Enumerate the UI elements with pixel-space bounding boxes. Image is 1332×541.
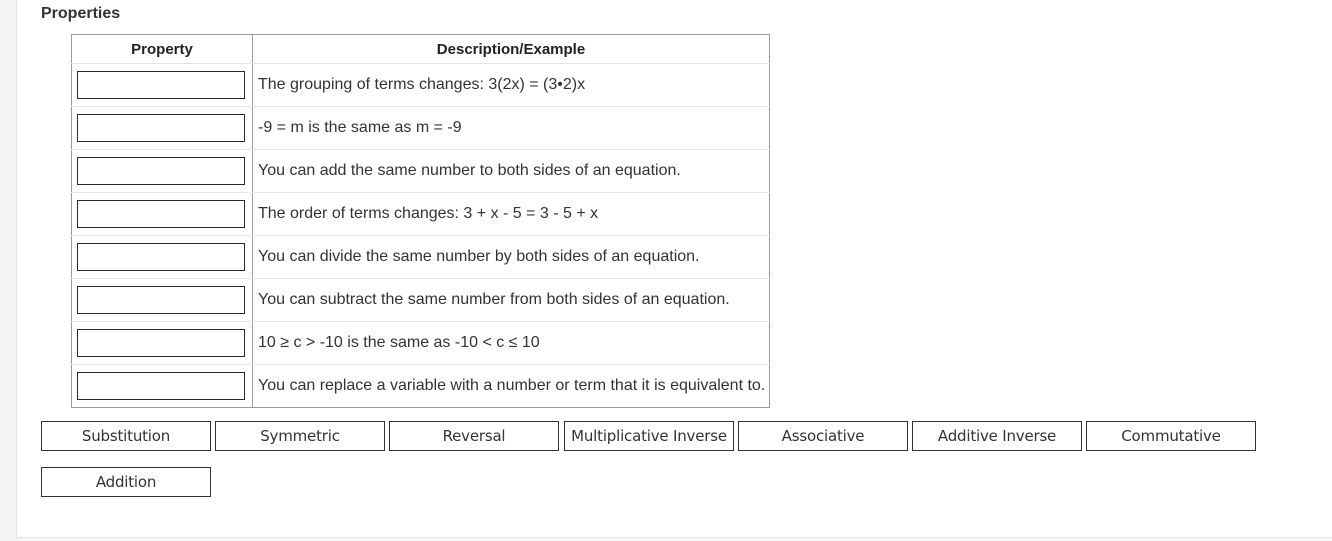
answer-tile-addition[interactable]: Addition [41,467,211,497]
table-row [72,322,770,365]
properties-table [71,34,770,408]
question-panel [16,0,1332,538]
property-drop-target-8[interactable] [77,372,245,400]
answer-tile-additive-inverse[interactable]: Additive Inverse [912,421,1082,451]
section-title: Properties [41,5,121,22]
description-cell: -9 = m is the same as m = -9 [258,119,462,136]
table-row [72,279,770,322]
table-row [72,193,770,236]
property-drop-target-6[interactable] [77,286,245,314]
property-drop-target-5[interactable] [77,243,245,271]
description-cell: You can replace a variable with a number or term that it is equivalent to. [258,377,766,394]
description-cell: The grouping of terms changes: 3(2x) = (3•2)x [258,76,586,93]
property-drop-target-7[interactable] [77,329,245,357]
property-drop-target-4[interactable] [77,200,245,228]
answer-tile-multiplicative-inverse[interactable]: Multiplicative Inverse [564,421,734,451]
table-row [72,236,770,279]
table-row [72,64,770,107]
description-cell: 10 ≥ c > -10 is the same as -10 < c ≤ 10 [258,334,540,351]
table-row [72,107,770,150]
description-cell: You can subtract the same number from both sides of an equation. [258,291,730,308]
answer-tile-symmetric[interactable]: Symmetric [215,421,385,451]
property-drop-target-3[interactable] [77,157,245,185]
table-row [72,150,770,193]
table-row [72,365,770,408]
description-cell: You can add the same number to both sides of an equation. [258,162,681,179]
answer-tile-associative[interactable]: Associative [738,421,908,451]
header-property: Property [72,35,253,64]
answer-tile-reversal[interactable]: Reversal [389,421,559,451]
description-cell: You can divide the same number by both sides of an equation. [258,248,700,265]
property-drop-target-1[interactable] [77,71,245,99]
answer-tile-commutative[interactable]: Commutative [1086,421,1256,451]
table-header-row [72,35,770,64]
header-description: Description/Example [253,35,770,64]
answer-tile-substitution[interactable]: Substitution [41,421,211,451]
property-drop-target-2[interactable] [77,114,245,142]
description-cell: The order of terms changes: 3 + x - 5 = 3 - 5 + x [258,205,599,222]
